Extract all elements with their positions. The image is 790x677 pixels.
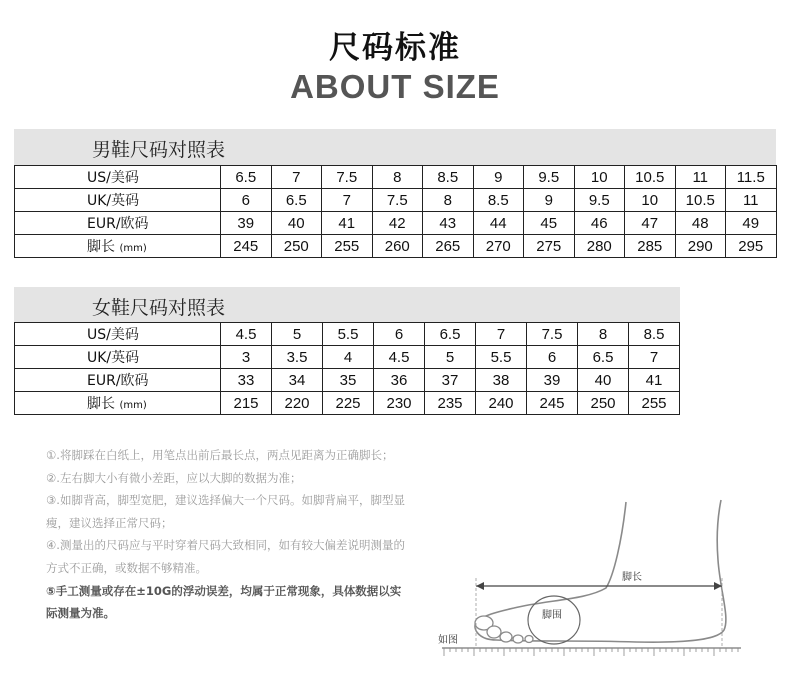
example-label: 如图 xyxy=(438,635,458,646)
table-row xyxy=(15,166,777,189)
table-cell: 10 xyxy=(574,166,625,189)
table-cell: 290 xyxy=(675,235,726,258)
table-cell: 37 xyxy=(425,369,476,392)
row-label xyxy=(15,189,221,212)
table-cell: 44 xyxy=(473,212,524,235)
row-label-text: US/美码 xyxy=(87,327,139,343)
table-cell: 45 xyxy=(524,212,575,235)
row-label-text: EUR/欧码 xyxy=(87,216,149,232)
foot-illustration xyxy=(436,490,746,670)
table-cell: 36 xyxy=(374,369,425,392)
table-cell: 8 xyxy=(423,189,474,212)
row-label xyxy=(15,166,221,189)
measuring-notes xyxy=(46,444,406,625)
table-cell: 245 xyxy=(527,392,578,415)
table-cell: 11 xyxy=(675,166,726,189)
table-cell: 46 xyxy=(574,212,625,235)
table-cell: 48 xyxy=(675,212,726,235)
table-row xyxy=(15,212,777,235)
row-label-text: UK/英码 xyxy=(87,193,140,209)
table-cell: 255 xyxy=(629,392,680,415)
table-cell: 10.5 xyxy=(675,189,726,212)
page-title: 尺码标准 xyxy=(329,30,461,66)
table-cell: 47 xyxy=(625,212,676,235)
note-item: ③.如脚背高，脚型宽肥，建议选择偏大一个尺码。如脚背扁平，脚型显瘦，建议选择正常尺码； xyxy=(46,493,405,530)
table-cell: 7 xyxy=(629,346,680,369)
table-cell: 43 xyxy=(423,212,474,235)
table-cell: 265 xyxy=(423,235,474,258)
row-label xyxy=(15,235,221,258)
table-cell: 260 xyxy=(372,235,423,258)
table-cell: 6.5 xyxy=(578,346,629,369)
table-cell: 7 xyxy=(271,166,322,189)
table-cell: 9 xyxy=(473,166,524,189)
table-cell: 255 xyxy=(322,235,373,258)
foot-measurement-diagram xyxy=(436,490,746,670)
table-cell: 33 xyxy=(221,369,272,392)
table-cell: 6.5 xyxy=(425,323,476,346)
foot-length-label: 脚长 xyxy=(622,572,642,583)
table-cell: 5 xyxy=(272,323,323,346)
table-cell: 285 xyxy=(625,235,676,258)
mens-size-table xyxy=(14,165,777,258)
womens-section-title: 女鞋尺码对照表 xyxy=(92,297,226,319)
row-label xyxy=(15,346,221,369)
table-cell: 39 xyxy=(527,369,578,392)
table-cell: 11.5 xyxy=(726,166,777,189)
table-cell: 6 xyxy=(221,189,272,212)
table-cell: 280 xyxy=(574,235,625,258)
table-cell: 10 xyxy=(625,189,676,212)
table-cell: 40 xyxy=(578,369,629,392)
table-cell: 7.5 xyxy=(372,189,423,212)
table-cell: 4.5 xyxy=(221,323,272,346)
table-cell: 49 xyxy=(726,212,777,235)
table-cell: 295 xyxy=(726,235,777,258)
table-row xyxy=(15,323,680,346)
note-item: ⑤手工测量或存在±10G的浮动误差，均属于正常现象，具体数据以实际测量为准。 xyxy=(46,583,402,621)
table-cell: 41 xyxy=(629,369,680,392)
table-cell: 38 xyxy=(476,369,527,392)
table-cell: 11 xyxy=(726,189,777,212)
table-cell: 225 xyxy=(323,392,374,415)
table-cell: 34 xyxy=(272,369,323,392)
note-item: ④.测量出的尺码应与平时穿着尺码大致相同，如有较大偏差说明测量的方式不正确，或数据不够精准。 xyxy=(46,538,405,575)
table-cell: 8.5 xyxy=(629,323,680,346)
mens-section-header xyxy=(14,129,776,165)
table-cell: 240 xyxy=(476,392,527,415)
table-cell: 10.5 xyxy=(625,166,676,189)
table-cell: 6.5 xyxy=(221,166,272,189)
table-cell: 3 xyxy=(221,346,272,369)
row-label xyxy=(15,392,221,415)
table-cell: 230 xyxy=(374,392,425,415)
table-cell: 270 xyxy=(473,235,524,258)
table-cell: 6 xyxy=(527,346,578,369)
mens-section-title: 男鞋尺码对照表 xyxy=(92,139,226,161)
table-cell: 5.5 xyxy=(476,346,527,369)
table-cell: 6 xyxy=(374,323,425,346)
table-cell: 9.5 xyxy=(524,166,575,189)
table-cell: 7 xyxy=(476,323,527,346)
table-row xyxy=(15,346,680,369)
row-label-text: 脚长 xyxy=(87,239,115,255)
womens-size-table xyxy=(14,322,680,415)
foot-girth-label: 脚围 xyxy=(542,610,562,621)
table-cell: 245 xyxy=(221,235,272,258)
table-cell: 6.5 xyxy=(271,189,322,212)
table-row xyxy=(15,392,680,415)
table-cell: 41 xyxy=(322,212,373,235)
row-label xyxy=(15,212,221,235)
note-item: ①.将脚踩在白纸上，用笔点出前后最长点，两点见距离为正确脚长； xyxy=(46,448,394,462)
table-row xyxy=(15,189,777,212)
table-cell: 8 xyxy=(578,323,629,346)
row-label xyxy=(15,369,221,392)
table-cell: 39 xyxy=(221,212,272,235)
row-unit: (mm) xyxy=(119,400,147,411)
table-cell: 4.5 xyxy=(374,346,425,369)
row-label xyxy=(15,323,221,346)
table-cell: 250 xyxy=(271,235,322,258)
table-cell: 42 xyxy=(372,212,423,235)
table-cell: 4 xyxy=(323,346,374,369)
table-cell: 9.5 xyxy=(574,189,625,212)
table-cell: 35 xyxy=(323,369,374,392)
table-cell: 215 xyxy=(221,392,272,415)
row-unit: (mm) xyxy=(119,243,147,254)
table-cell: 9 xyxy=(524,189,575,212)
note-item: ②.左右脚大小有微小差距，应以大脚的数据为准； xyxy=(46,470,302,485)
table-cell: 7.5 xyxy=(527,323,578,346)
womens-section-header xyxy=(14,287,680,323)
row-label-text: 脚长 xyxy=(87,396,115,412)
row-label-text: US/美码 xyxy=(87,170,139,186)
table-cell: 220 xyxy=(272,392,323,415)
table-row xyxy=(15,369,680,392)
table-cell: 40 xyxy=(271,212,322,235)
page-subtitle: ABOUT SIZE xyxy=(290,68,500,105)
row-label-text: UK/英码 xyxy=(87,350,140,366)
table-cell: 275 xyxy=(524,235,575,258)
table-cell: 5.5 xyxy=(323,323,374,346)
table-cell: 7 xyxy=(322,189,373,212)
table-cell: 8 xyxy=(372,166,423,189)
table-cell: 250 xyxy=(578,392,629,415)
table-cell: 5 xyxy=(425,346,476,369)
row-label-text: EUR/欧码 xyxy=(87,373,149,389)
table-cell: 7.5 xyxy=(322,166,373,189)
table-cell: 235 xyxy=(425,392,476,415)
table-cell: 3.5 xyxy=(272,346,323,369)
table-row xyxy=(15,235,777,258)
table-cell: 8.5 xyxy=(423,166,474,189)
table-cell: 8.5 xyxy=(473,189,524,212)
